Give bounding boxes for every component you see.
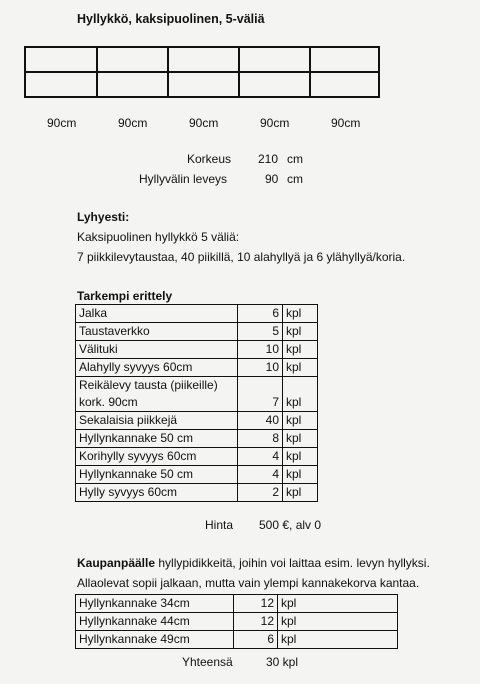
- table-row: [76, 412, 318, 430]
- item-qty: 12: [234, 595, 278, 613]
- item-qty: 7: [238, 377, 283, 412]
- item-unit: kpl: [283, 305, 318, 323]
- item-unit: kpl: [283, 430, 318, 448]
- item-unit: kpl: [283, 377, 318, 412]
- table-row: [76, 323, 318, 341]
- item-name: Hyllynkannake 50 cm: [76, 430, 238, 448]
- table-row: [76, 305, 318, 323]
- item-qty: 40: [238, 412, 283, 430]
- item-qty: 6: [234, 631, 278, 649]
- summary-line: 7 piikkilevytaustaa, 40 piikillä, 10 alahyllyä ja 6 ylähyllyä/koria.: [77, 250, 406, 264]
- item-name: Sekalaisia piikkejä: [76, 412, 238, 430]
- table-row: [76, 359, 318, 377]
- item-unit: kpl: [278, 595, 398, 613]
- shelf-post: [167, 48, 169, 96]
- item-unit: kpl: [278, 613, 398, 631]
- height-value: 210: [258, 152, 279, 166]
- item-unit: kpl: [283, 448, 318, 466]
- section-width-label: 90cm: [47, 116, 77, 130]
- item-name: Reikälevy tausta (piikeille) kork. 90cm: [76, 377, 238, 412]
- item-qty: 4: [238, 448, 283, 466]
- page-title: Hyllykkö, kaksipuolinen, 5-väliä: [77, 12, 265, 26]
- item-unit: kpl: [283, 341, 318, 359]
- detail-heading: Tarkempi erittely: [77, 289, 173, 303]
- item-name: Taustaverkko: [76, 323, 238, 341]
- item-name: Hyllynkannake 44cm: [76, 613, 234, 631]
- item-unit: kpl: [283, 412, 318, 430]
- summary-heading: Lyhyesti:: [77, 210, 130, 224]
- section-width-label: 90cm: [331, 116, 361, 130]
- height-unit: cm: [287, 152, 303, 166]
- item-qty: 12: [234, 613, 278, 631]
- item-name: Hylly syvyys 60cm: [76, 484, 238, 502]
- shelf-post: [309, 48, 311, 96]
- table-row: [76, 631, 398, 649]
- item-name: Alahylly syvyys 60cm: [76, 359, 238, 377]
- item-name: Korihylly syvyys 60cm: [76, 448, 238, 466]
- item-qty: 10: [238, 341, 283, 359]
- table-row: [76, 484, 318, 502]
- table-row: [76, 430, 318, 448]
- table-row: [76, 377, 318, 412]
- item-qty: 6: [238, 305, 283, 323]
- extra-rest: hyllypidikkeitä, joihin voi laittaa esim. levyn hyllyksi.: [155, 556, 430, 570]
- item-qty: 10: [238, 359, 283, 377]
- section-width-label: 90cm: [118, 116, 148, 130]
- table-row: [76, 466, 318, 484]
- shelf-post: [96, 48, 98, 96]
- shelf-post: [238, 48, 240, 96]
- extra-line: [77, 556, 430, 570]
- item-name: Jalka: [76, 305, 238, 323]
- table-row: [76, 341, 318, 359]
- price-value: 500 €, alv 0: [259, 518, 322, 532]
- summary-line: Kaksipuolinen hyllykkö 5 väliä:: [77, 230, 240, 244]
- extra-bold: Kaupanpäälle: [77, 556, 156, 570]
- item-name: Välituki: [76, 341, 238, 359]
- detail-table: [75, 304, 318, 502]
- item-qty: 4: [238, 466, 283, 484]
- table-row: [76, 448, 318, 466]
- shelf-diagram: [24, 46, 380, 98]
- height-label: Korkeus: [187, 152, 232, 166]
- extra-table: [75, 594, 398, 649]
- width-label: Hyllyvälin leveys: [139, 172, 228, 186]
- total-value: 30 kpl: [266, 655, 299, 669]
- table-row: [76, 613, 398, 631]
- item-qty: 8: [238, 430, 283, 448]
- table-row: [76, 595, 398, 613]
- section-width-label: 90cm: [189, 116, 219, 130]
- section-width-label: 90cm: [260, 116, 290, 130]
- item-unit: kpl: [283, 484, 318, 502]
- width-value: 90: [265, 172, 279, 186]
- item-qty: 5: [238, 323, 283, 341]
- item-name: Hyllynkannake 49cm: [76, 631, 234, 649]
- item-unit: kpl: [283, 466, 318, 484]
- price-label: Hinta: [205, 518, 234, 532]
- extra-line: Allaolevat sopii jalkaan, mutta vain ylempi kannakekorva kantaa.: [77, 576, 420, 590]
- item-unit: kpl: [283, 323, 318, 341]
- total-label: Yhteensä: [182, 655, 233, 669]
- item-unit: kpl: [278, 631, 398, 649]
- width-unit: cm: [287, 172, 303, 186]
- shelf-divider: [26, 71, 378, 73]
- item-name: Hyllynkannake 34cm: [76, 595, 234, 613]
- item-qty: 2: [238, 484, 283, 502]
- item-name: Hyllynkannake 50 cm: [76, 466, 238, 484]
- item-unit: kpl: [283, 359, 318, 377]
